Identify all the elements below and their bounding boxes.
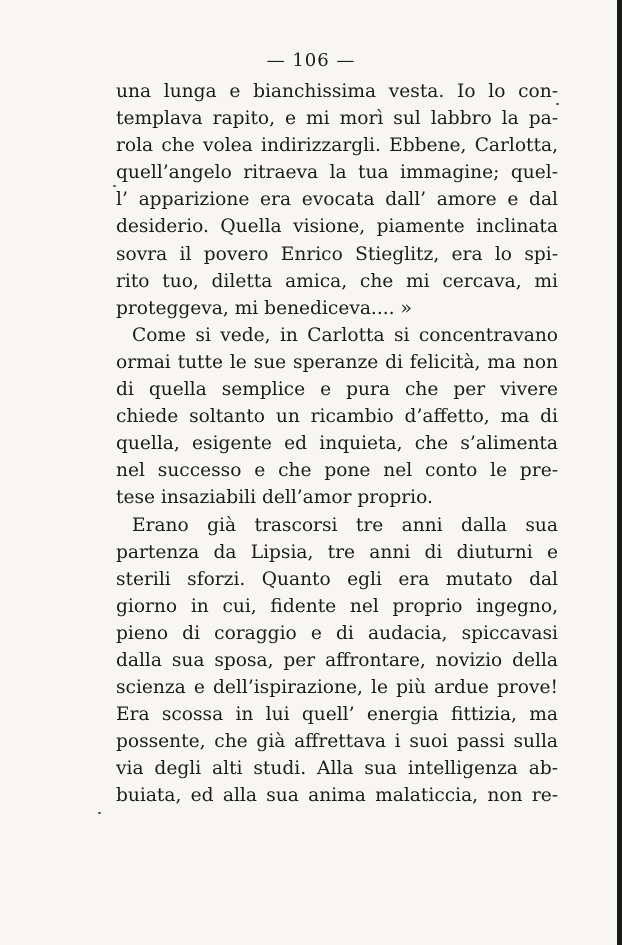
text-line: sovra il povero Enrico Stieglitz, era lo spi- <box>116 243 558 265</box>
text-line: scienza e dell’ispirazione, le più ardue prove! <box>116 677 558 699</box>
text-line: via degli alti studi. Alla sua intelligenza ab- <box>116 758 558 780</box>
text-line: quell’angelo ritraeva la tua immagine; quel- <box>116 162 558 184</box>
text-line: sterili sforzi. Quanto egli era mutato dal <box>116 568 558 590</box>
text-line: nel successo e che pone nel conto le pre- <box>116 460 558 482</box>
text-line: templava rapito, e mi morì sul labbro la pa- <box>116 108 558 130</box>
text-line: una lunga e bianchissima vesta. Io lo con- <box>116 81 558 102</box>
text-line: tese insaziabili dell’amor proprio. <box>116 487 433 509</box>
text-line: rito tuo, diletta amica, che mi cercava, mi <box>116 270 558 292</box>
text-line: Come si vede, in Carlotta si concentravano <box>132 324 558 346</box>
ink-speck <box>98 812 101 814</box>
text-line: giorno in cui, fidente nel proprio ingegno, <box>116 595 558 617</box>
text-line: desiderio. Quella visione, piamente inclinata <box>116 216 558 238</box>
text-line: rola che volea indirizzargli. Ebbene, Carlotta, <box>116 135 558 157</box>
page-right-edge <box>617 0 622 945</box>
ink-speck <box>556 103 559 105</box>
page-number: — 106 — <box>266 50 356 71</box>
ink-speck <box>113 185 116 187</box>
text-line: l’ apparizione era evocata dall’ amore e dal <box>116 189 558 211</box>
text-line: pieno di coraggio e di audacia, spiccavasi <box>116 622 558 644</box>
text-line: chiede soltanto un ricambio d’affetto, ma di <box>116 406 558 428</box>
text-line: Era scossa in lui quell’ energia fittizia, ma <box>116 704 558 726</box>
text-line: Erano già trascorsi tre anni dalla sua <box>132 514 558 536</box>
text-line: possente, che già affrettava i suoi passi sulla <box>116 731 558 753</box>
text-line: proteggeva, mi benediceva.... » <box>116 297 412 319</box>
text-line: ormai tutte le sue speranze di felicità, ma non <box>116 351 558 373</box>
text-line: quella, esigente ed inquieta, che s’alimenta <box>116 433 558 455</box>
body-text <box>116 78 558 810</box>
text-line: partenza da Lipsia, tre anni di diuturni e <box>116 541 558 563</box>
text-line: di quella semplice e pura che per vivere <box>116 379 558 401</box>
text-line: dalla sua sposa, per affrontare, novizio della <box>116 649 558 671</box>
text-line: buiata, ed alla sua anima malaticcia, non re- <box>116 785 558 807</box>
